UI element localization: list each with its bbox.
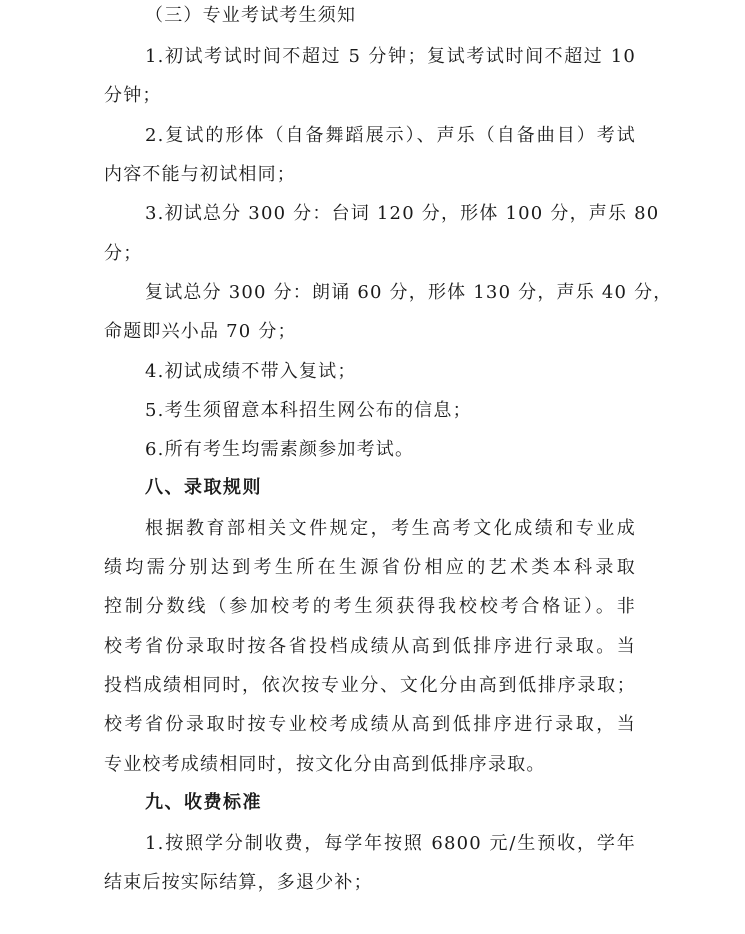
paragraph-line: 内容不能与初试相同； [104, 164, 296, 185]
paragraph-line: 校考省份录取时按专业校考成绩从高到低排序进行录取，当 [104, 714, 636, 735]
paragraph-line: 分钟； [104, 85, 162, 106]
subsection-title: （三）专业考试考生须知 [145, 5, 357, 26]
paragraph-line: 3.初试总分 300 分：台词 120 分，形体 100 分，声乐 80 [145, 203, 660, 224]
paragraph-line: 命题即兴小品 70 分； [104, 321, 297, 342]
paragraph-line: 1.初试考试时间不超过 5 分钟；复试考试时间不超过 10 [145, 46, 636, 67]
paragraph-line: 绩均需分别达到考生所在生源省份相应的艺术类本科录取 [104, 557, 636, 578]
paragraph-line: 6.所有考生均需素颜参加考试。 [145, 439, 415, 460]
paragraph-line: 4.初试成绩不带入复试； [145, 361, 357, 382]
paragraph-line: 校考省份录取时按各省投档成绩从高到低排序进行录取。当 [104, 636, 636, 657]
paragraph-line: 投档成绩相同时，依次按专业分、文化分由高到低排序录取； [104, 675, 636, 696]
paragraph-line: 1.按照学分制收费，每学年按照 6800 元/生预收，学年 [145, 833, 636, 854]
paragraph-line: 专业校考成绩相同时，按文化分由高到低排序录取。 [104, 754, 546, 775]
paragraph-line: 2.复试的形体（自备舞蹈展示）、声乐（自备曲目）考试 [145, 125, 636, 146]
paragraph-line: 5.考生须留意本科招生网公布的信息； [145, 400, 472, 421]
paragraph-line: 分； [104, 243, 143, 264]
paragraph-line: 复试总分 300 分：朗诵 60 分，形体 130 分，声乐 40 分， [145, 282, 673, 303]
section-heading: 八、录取规则 [145, 477, 262, 498]
paragraph-line: 控制分数线（参加校考的考生须获得我校校考合格证）。非 [104, 596, 636, 617]
paragraph-line: 结束后按实际结算，多退少补； [104, 872, 373, 893]
paragraph-line: 根据教育部相关文件规定，考生高考文化成绩和专业成 [145, 518, 636, 539]
section-heading: 九、收费标准 [145, 792, 262, 813]
